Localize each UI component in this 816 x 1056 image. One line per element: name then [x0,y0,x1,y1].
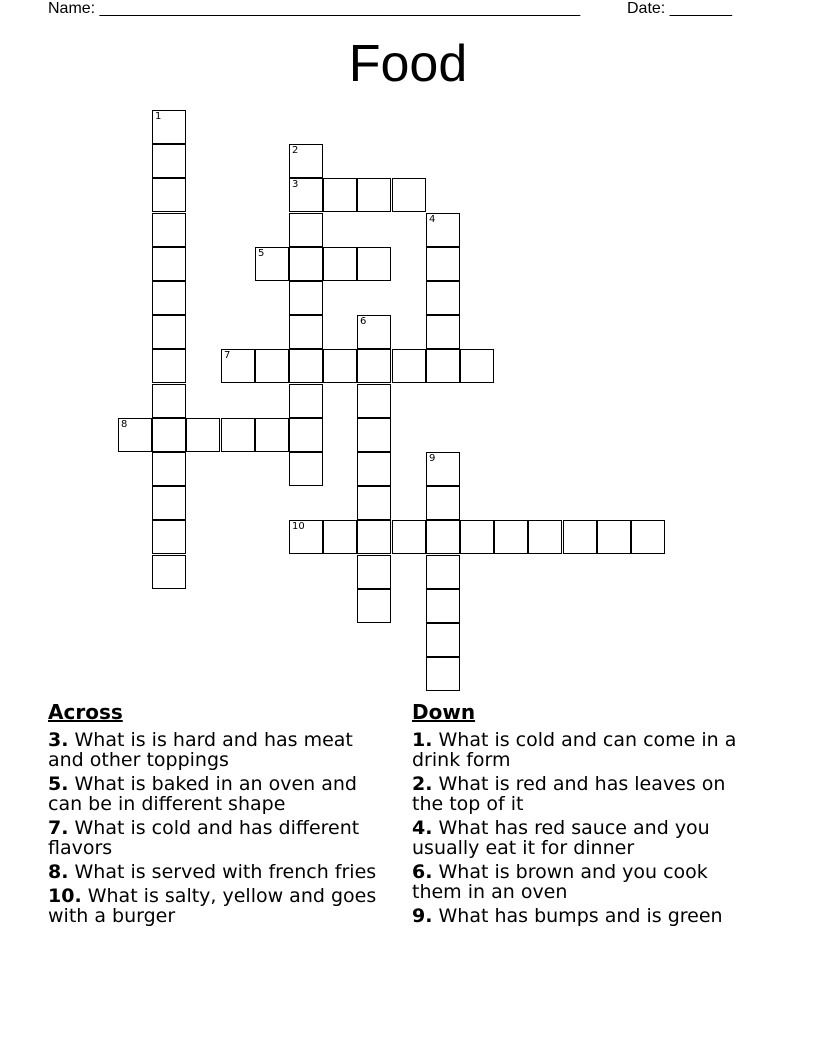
crossword-cell[interactable] [152,247,186,281]
crossword-cell[interactable] [289,452,323,486]
crossword-cell[interactable] [392,520,426,554]
crossword-cell[interactable] [152,452,186,486]
clue-number: 2. [412,773,433,795]
down-clues [412,700,762,930]
clue-number: 10. [48,885,82,907]
crossword-cell[interactable] [255,349,289,383]
crossword-cell[interactable] [152,384,186,418]
crossword-cell[interactable] [323,247,357,281]
crossword-cell[interactable] [357,247,391,281]
crossword-cell[interactable] [357,315,391,349]
crossword-cell[interactable] [392,349,426,383]
clue-number: 7. [48,817,69,839]
clue-text: What is salty, yellow and goes with a burger [48,885,377,927]
crossword-cell[interactable] [597,520,631,554]
crossword-cell[interactable] [152,213,186,247]
crossword-cell[interactable] [221,418,255,452]
crossword-cell[interactable] [426,452,460,486]
clue-text: What has bumps and is green [438,905,723,927]
cell-number: 1 [155,111,162,122]
cell-number: 9 [429,453,436,464]
crossword-cell[interactable] [357,589,391,623]
crossword-cell[interactable] [426,281,460,315]
across-clues [48,700,388,930]
clue-number: 6. [412,861,433,883]
clue-number: 8. [48,861,69,883]
cell-number: 3 [292,179,299,190]
cell-number: 7 [224,350,231,361]
crossword-cell[interactable] [357,384,391,418]
crossword-cell[interactable] [426,247,460,281]
crossword-cell[interactable] [289,418,323,452]
crossword-cell[interactable] [528,520,562,554]
crossword-cell[interactable] [426,657,460,691]
crossword-cell[interactable] [289,178,323,212]
clue-text: What has red sauce and you usually eat it for dinner [412,817,710,859]
crossword-cell[interactable] [357,178,391,212]
crossword-cell[interactable] [426,589,460,623]
crossword-cell[interactable] [426,623,460,657]
crossword-cell[interactable] [426,315,460,349]
crossword-cell[interactable] [118,418,152,452]
crossword-cell[interactable] [357,555,391,589]
clue-number: 3. [48,729,69,751]
down-clue-1 [412,730,762,770]
down-clue-2 [412,774,762,814]
crossword-cell[interactable] [426,520,460,554]
crossword-cell[interactable] [152,418,186,452]
crossword-cell[interactable] [221,349,255,383]
clue-number: 9. [412,905,433,927]
crossword-cell[interactable] [152,349,186,383]
crossword-cell[interactable] [186,418,220,452]
crossword-cell[interactable] [426,486,460,520]
clue-text: What is red and has leaves on the top of it [412,773,726,815]
page-title: Food [348,35,468,93]
cell-number: 5 [258,248,265,259]
crossword-cell[interactable] [289,213,323,247]
crossword-cell[interactable] [357,486,391,520]
down-heading: Down [412,700,476,724]
crossword-cell[interactable] [631,520,665,554]
crossword-cell[interactable] [255,247,289,281]
clue-number: 5. [48,773,69,795]
clue-text: What is cold and has different flavors [48,817,360,859]
clue-text: What is cold and can come in a drink form [412,729,737,771]
clue-number: 4. [412,817,433,839]
clue-text: What is baked in an oven and can be in different shape [48,773,357,815]
crossword-cell[interactable] [152,110,186,144]
across-clue-5 [48,774,388,814]
crossword-cell[interactable] [152,281,186,315]
across-clue-8 [48,862,388,882]
crossword-cell[interactable] [152,315,186,349]
crossword-cell[interactable] [426,349,460,383]
across-clue-10 [48,886,388,926]
crossword-cell[interactable] [323,178,357,212]
crossword-cell[interactable] [494,520,528,554]
cell-number: 8 [121,419,128,430]
crossword-cell[interactable] [460,349,494,383]
crossword-cell[interactable] [152,144,186,178]
across-clue-7 [48,818,388,858]
name-field-label: Name: ______________________________________________________ [48,0,581,17]
down-clue-6 [412,862,762,902]
crossword-cell[interactable] [289,520,323,554]
cell-number: 2 [292,145,299,156]
cell-number: 4 [429,214,436,225]
crossword-cell[interactable] [392,178,426,212]
crossword-cell[interactable] [255,418,289,452]
across-clue-3 [48,730,388,770]
down-clue-9 [412,906,762,926]
crossword-cell[interactable] [323,349,357,383]
down-clue-4 [412,818,762,858]
crossword-cell[interactable] [357,418,391,452]
clue-text: What is served with french fries [74,861,377,883]
crossword-cell[interactable] [289,247,323,281]
crossword-cell[interactable] [289,315,323,349]
crossword-cell[interactable] [152,178,186,212]
crossword-cell[interactable] [426,555,460,589]
crossword-cell[interactable] [357,452,391,486]
clue-text: What is is hard and has meat and other toppings [48,729,353,771]
crossword-cell[interactable] [357,520,391,554]
crossword-cell[interactable] [460,520,494,554]
clue-text: What is brown and you cook them in an oven [412,861,708,903]
cell-number: 10 [292,521,305,532]
crossword-cell[interactable] [152,486,186,520]
crossword-cell[interactable] [563,520,597,554]
clue-number: 1. [412,729,433,751]
crossword-cell[interactable] [323,520,357,554]
cell-number: 6 [360,316,367,327]
crossword-cell[interactable] [289,349,323,383]
crossword-cell[interactable] [152,520,186,554]
date-field-label: Date: _______ [627,0,732,17]
crossword-cell[interactable] [289,144,323,178]
crossword-cell[interactable] [426,213,460,247]
crossword-cell[interactable] [152,555,186,589]
crossword-cell[interactable] [289,281,323,315]
crossword-cell[interactable] [289,384,323,418]
across-heading: Across [48,700,123,724]
crossword-cell[interactable] [357,349,391,383]
